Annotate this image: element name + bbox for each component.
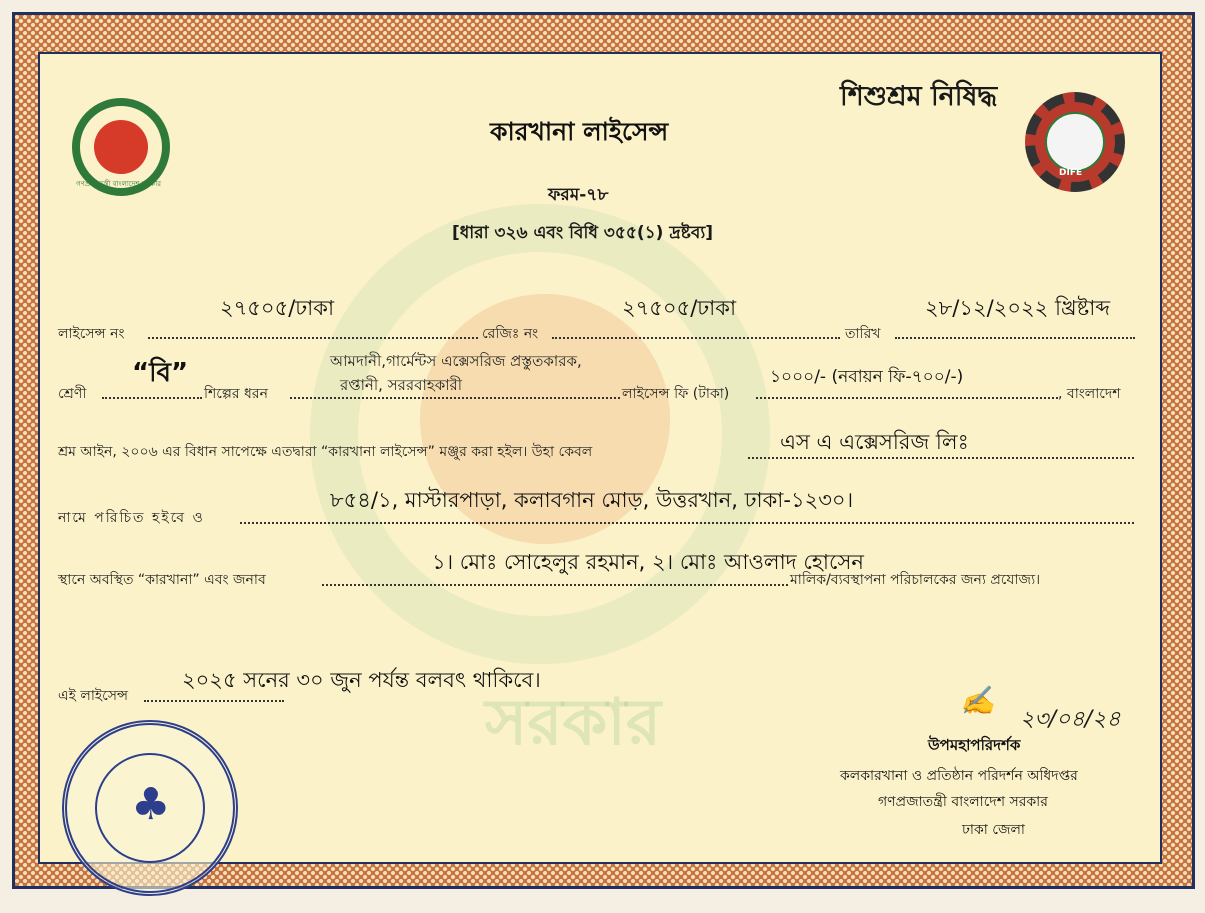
license-no-value: ২৭৫০৫/ঢাকা <box>220 296 335 320</box>
category-dots <box>102 397 202 399</box>
government-logo <box>72 98 170 196</box>
signature-date: ২৩/০৪/২৪ <box>1020 707 1121 732</box>
child-labour-banner: শিশুশ্রম নিষিদ্ধ <box>840 81 998 112</box>
address-value: ৮৫৪/১, মাস্টারপাড়া, কলাবগান মোড়, উত্তরখান, ঢাকা-১২৩০। <box>330 488 854 512</box>
designation: উপমহাপরিদর্শক <box>928 736 1021 754</box>
reg-no-dots <box>552 337 840 339</box>
industry-type-label: শিল্পের ধরন <box>204 386 268 402</box>
logo-red-disc <box>94 120 148 174</box>
license-fee-value: ১০০০/- (নবায়ন ফি-৭০০/-) <box>770 367 964 387</box>
page-title: কারখানা লাইসেন্স <box>490 117 669 146</box>
owners-dots <box>322 584 788 586</box>
official-stamp <box>62 720 238 896</box>
this-license-label: এই লাইসেন্স <box>58 688 129 704</box>
watermark-text: সরকার <box>485 686 662 760</box>
district: ঢাকা জেলা <box>962 822 1025 838</box>
license-fee-label: লাইসেন্স ফি (টাকা) <box>622 386 730 402</box>
known-as-label: নামে পরিচিত হইবে ও <box>58 510 205 526</box>
grant-text: শ্রম আইন, ২০০৬ এর বিধান সাপেক্ষে এতদ্বারা “কারখানা লাইসেন্স” মঞ্জুর করা হইল। উহা কেবল <box>58 444 593 460</box>
dife-seal <box>1025 92 1125 192</box>
date-value: ২৮/১২/২০২২ খ্রিষ্টাব্দ <box>925 296 1111 320</box>
reg-no-value: ২৭৫০৫/ঢাকা <box>622 296 737 320</box>
signature-scribble: ✍ <box>960 684 995 717</box>
license-no-label: লাইসেন্স নং <box>58 326 125 342</box>
date-dots <box>895 337 1135 339</box>
license-fee-dots <box>756 397 1058 399</box>
logo-text: গণপ্রজাতন্ত্রী বাংলাদেশ সরকার <box>76 180 161 188</box>
validity-dots <box>144 700 284 702</box>
stamp-inner-ring <box>95 753 205 863</box>
stamp-map-icon: ♣ <box>131 779 171 830</box>
country-suffix: , বাংলাদেশ <box>1058 386 1121 402</box>
category-value: “বি” <box>132 358 189 388</box>
dife-label: DIFE <box>1059 168 1083 178</box>
form-reference: [ধারা ৩২৬ এবং বিধি ৩৫৫(১) দ্রষ্টব্য] <box>452 223 714 243</box>
date-label: তারিখ <box>845 326 881 342</box>
form-number: ফরম-৭৮ <box>548 185 609 205</box>
government: গণপ্রজাতন্ত্রী বাংলাদেশ সরকার <box>878 794 1048 810</box>
validity-value: ২০২৫ সনের ৩০ জুন পর্যন্ত বলবৎ থাকিবে। <box>182 668 541 692</box>
industry-type-line1: আমদানী,গার্মেন্টস এক্সেসরিজ প্রস্তুতকারক, <box>330 352 582 370</box>
department: কলকারখানা ও প্রতিষ্ঠান পরিদর্শন অধিদপ্তর <box>840 768 1078 784</box>
dife-inner <box>1045 112 1105 172</box>
address-dots <box>240 522 1134 524</box>
license-no-dots <box>148 337 478 339</box>
owner-suffix: মালিক/ব্যবস্থাপনা পরিচালকের জন্য প্রযোজ্য। <box>790 572 1041 588</box>
factory-name-value: এস এ এক্সেসরিজ লিঃ <box>780 430 969 454</box>
category-label: শ্রেণী <box>58 386 87 402</box>
industry-type-line2: রপ্তানী, সররবাহকারী <box>340 376 463 394</box>
owners-value: ১। মোঃ সোহেলুর রহমান, ২। মোঃ আওলাদ হোসেন <box>432 550 864 574</box>
reg-no-label: রেজিঃ নং <box>482 326 539 342</box>
industry-type-dots <box>290 397 620 399</box>
located-label: স্থানে অবস্থিত “কারখানা” এবং জনাব <box>58 572 266 588</box>
